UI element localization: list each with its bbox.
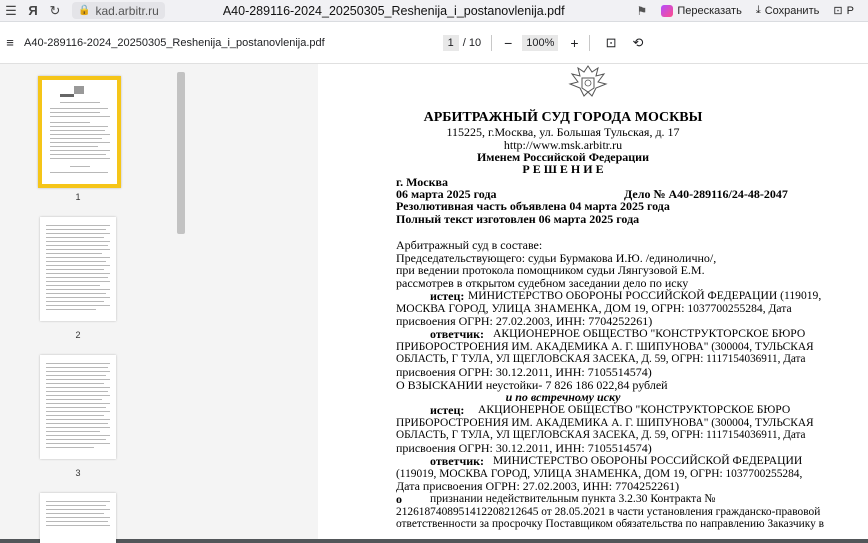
rotate-icon[interactable]: ⟲ [632,34,644,50]
resolution-date: Резолютивная часть объявлена 04 марта 2025 года [396,199,670,213]
retell-button[interactable]: Пересказать [661,5,742,17]
counter-defendant-text: (119019, МОСКВА ГОРОД, УЛИЦА ЗНАМЕНКА, ДОМ 19, ОГРН: 1037700255284, [396,468,803,480]
pdf-page [318,64,868,539]
reload-icon[interactable]: ↻ [49,2,61,18]
defendant-text: присвоения ОГРН: 30.12.2011, ИНН: 7105514574) [396,365,652,379]
recovery-claim: О ВЗЫСКАНИИ неустойки- 7 826 186 022,84 рублей [396,378,668,392]
browser-bar [0,0,868,22]
save-button[interactable]: ⤓ Сохранить [755,4,820,17]
zoom-level[interactable]: 100% [522,35,558,51]
thumbnail-sidebar [0,64,190,539]
court-website: http://www.msk.arbitr.ru [503,138,623,152]
counter-plaintiff-text: присвоения ОГРН: 30.12.2011, ИНН: 7105514574) [396,441,652,455]
in-name-heading: Именем Российской Федерации [476,150,650,164]
recognition-text: ответственности за просрочку Поставщиком обязательства по направлению Заказчику в [396,518,825,530]
coat-of-arms-emblem [558,64,618,98]
body-line: Арбитражный суд в составе: [396,238,543,252]
url-text: kad.arbitr.ru [95,3,159,18]
court-name: АРБИТРАЖНЫЙ СУД ГОРОДА МОСКВЫ [423,110,703,125]
download-icon: ⤓ [755,4,761,16]
defendant-text: ОБЛАСТЬ, Г ТУЛА, УЛ ЩЕГЛОВСКАЯ ЗАСЕКА, Д. 59, ОГРН: 1117154036911, Дата [396,353,806,365]
body-line: Председательствующего: судьи Бурмакова И.Ю. /единолично/, [396,251,717,265]
thumbnail-page-2[interactable] [40,217,116,321]
document-viewer [190,64,868,539]
page-total: / 10 [462,36,482,49]
recognition-text: признании недействительным пункта 3.2.30 Контракта № [430,492,716,505]
o-label: о [396,492,402,506]
counter-plaintiff-text: ПРИБОРОСТРОЕНИЯ ИМ. АКАДЕМИКА А. Г. ШИПУНОВА" (300004, ТУЛЬСКАЯ [396,417,814,429]
thumbnail-page-1[interactable] [38,76,121,188]
retell-icon [661,5,673,17]
thumbnail-label: 3 [75,468,81,478]
counter-defendant-label: ответчик: [430,454,485,468]
recognition-text: 2126187408951412208212645 от 28.05.2021 в части установления гражданско-правовой [396,506,821,518]
thumbnail-label: 2 [75,330,81,340]
full-text-date: Полный текст изготовлен 06 марта 2025 года [396,212,640,226]
thumbnail-label: 1 [75,192,81,202]
defendant-text: ПРИБОРОСТРОЕНИЯ ИМ. АКАДЕМИКА А. Г. ШИПУНОВА" (300004, ТУЛЬСКАЯ [396,341,814,353]
thumbnail-page-3[interactable] [40,355,116,459]
counter-plaintiff-label: истец: [430,403,465,417]
case-number: Дело № А40-289116/24-48-2047 [624,187,788,201]
plaintiff-text: МОСКВА ГОРОД, УЛИЦА ЗНАМЕНКА, ДОМ 19, ОГРН: 1037700255284, Дата [396,302,792,315]
fit-page-icon[interactable]: ⊡ [605,34,617,50]
address-bar[interactable] [72,2,165,19]
yandex-icon[interactable]: Я [28,3,38,18]
counter-claim-heading: и по встречному иску [505,390,621,404]
more-button[interactable]: ⊡ Р [833,4,854,17]
counter-defendant-text: МИНИСТЕРСТВО ОБОРОНЫ РОССИЙСКОЙ ФЕДЕРАЦИИ [493,454,803,467]
body-line: рассмотрев в открытом судебном заседании дело по иску [396,276,689,290]
court-address: 115225, г.Москва, ул. Большая Тульская, д. 17 [446,125,680,139]
sidebar-scroll-thumb[interactable] [177,72,185,234]
decision-date: 06 марта 2025 года [396,187,497,201]
zoom-in-button[interactable]: + [570,34,579,51]
counter-plaintiff-text: ОБЛАСТЬ, Г ТУЛА, УЛ ЩЕГЛОВСКАЯ ЗАСЕКА, Д. 59, ОГРН: 1117154036911, Дата [396,429,806,441]
city: г. Москва [396,175,448,189]
lock-icon: 🔒 [78,5,91,16]
counter-plaintiff-text: АКЦИОНЕРНОЕ ОБЩЕСТВО "КОНСТРУКТОРСКОЕ БЮРО [478,403,791,416]
decision-heading: Р Е Ш Е Н И Е [522,162,604,176]
hamburger-icon[interactable]: ≡ [6,35,14,50]
plaintiff-text: МИНИСТЕРСТВО ОБОРОНЫ РОССИЙСКОЙ ФЕДЕРАЦИИ (119019, [468,289,822,302]
toolbar-divider [491,35,492,51]
menu-icon[interactable]: ☰ [5,2,17,18]
plaintiff-text: присвоения ОГРН: 27.02.2003, ИНН: 7704252261) [396,314,653,328]
page-number-input[interactable]: 1 [443,35,459,51]
defendant-text: АКЦИОНЕРНОЕ ОБЩЕСТВО "КОНСТРУКТОРСКОЕ БЮРО [493,327,806,340]
plaintiff-label: истец: [430,289,465,303]
bookmark-icon[interactable]: ⚑ [636,3,648,18]
thumbnail-page-4[interactable] [40,493,116,543]
share-icon: ⊡ [833,5,843,17]
tab-title: A40-289116-2024_20250305_Reshenija_i_postanovlenija.pdf [222,3,565,18]
counter-defendant-text: Дата присвоения ОГРН: 27.02.2003, ИНН: 7704252261) [396,479,680,493]
zoom-out-button[interactable]: − [504,34,513,51]
toolbar-divider [589,35,590,51]
sidebar-scrollbar[interactable] [177,72,185,539]
pdf-toolbar [0,22,868,64]
body-line: при ведении протокола помощником судьи Лянгузовой Е.М. [396,263,705,277]
document-name: A40-289116-2024_20250305_Reshenija_i_postanovlenija.pdf [24,36,325,49]
defendant-label: ответчик: [430,327,485,341]
